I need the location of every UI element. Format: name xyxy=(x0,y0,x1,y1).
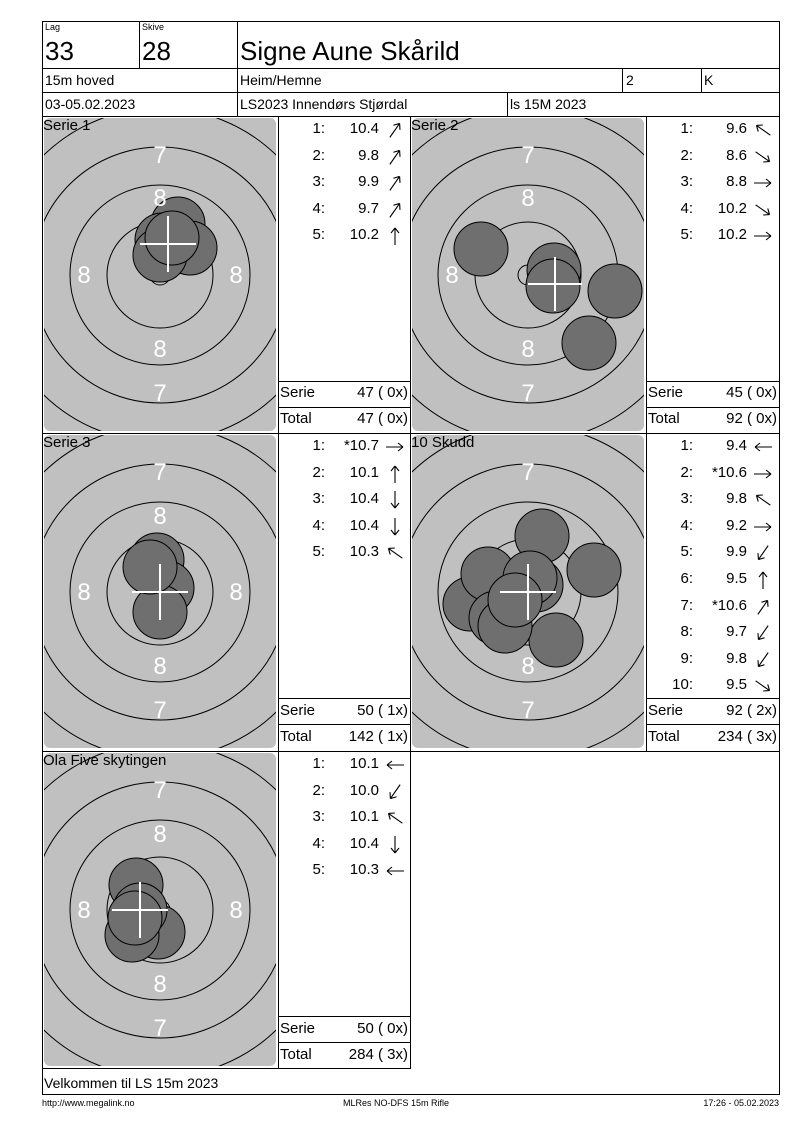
total-row xyxy=(278,1046,410,1068)
direction-arrow-icon xyxy=(383,465,407,483)
shot-list-serie-1 xyxy=(279,118,410,380)
shot-row xyxy=(279,861,410,881)
shot-number: 5: xyxy=(312,861,325,879)
ring-number: 7 xyxy=(153,777,167,804)
total-value: 92 ( 0x) xyxy=(726,410,777,427)
shot-number: 4: xyxy=(312,199,325,217)
shot-row xyxy=(647,517,779,537)
total-row xyxy=(646,728,779,750)
ring-number: 8 xyxy=(229,897,243,924)
shot-number: 4: xyxy=(312,516,325,534)
shot-number: 2: xyxy=(680,463,693,481)
direction-arrow-icon xyxy=(383,862,407,880)
shot-score: 9.6 xyxy=(726,120,747,137)
shot-score: 9.7 xyxy=(358,199,379,217)
direction-arrow-icon xyxy=(751,438,775,456)
ring-number: 8 xyxy=(77,262,91,289)
serie-value: 92 ( 2x) xyxy=(726,702,777,719)
shot-hole xyxy=(488,573,542,627)
direction-arrow-icon xyxy=(751,598,775,616)
ring-number: 7 xyxy=(153,380,167,407)
shot-number: 10: xyxy=(672,676,693,694)
shot-score: 10.4 xyxy=(349,120,379,137)
shot-number: 1: xyxy=(312,755,325,772)
ring-number: 8 xyxy=(521,653,535,680)
shot-score: 10.0 xyxy=(349,781,379,799)
shot-list-10-skudd xyxy=(647,435,779,697)
shot-score: 9.8 xyxy=(726,490,747,508)
serie-label: Serie xyxy=(280,702,316,719)
shot-row xyxy=(647,120,779,140)
shot-hole xyxy=(562,316,616,370)
ring-number: 7 xyxy=(153,697,167,724)
ring-number: 8 xyxy=(521,336,535,363)
ring-number: 8 xyxy=(521,185,535,212)
shot-list-serie-2 xyxy=(647,118,779,380)
direction-arrow-icon xyxy=(751,624,775,642)
skive-value: 28 xyxy=(142,36,171,66)
direction-arrow-icon xyxy=(751,491,775,509)
serie-value: 50 ( 1x) xyxy=(357,702,408,719)
serie-label: Serie xyxy=(648,702,684,719)
competition-label: ls 15M 2023 xyxy=(510,96,587,112)
direction-arrow-icon xyxy=(751,544,775,562)
shot-score: 9.4 xyxy=(726,437,747,454)
total-value: 47 ( 0x) xyxy=(357,410,408,427)
total-row xyxy=(646,410,779,432)
shot-number: 8: xyxy=(680,623,693,641)
shot-hole xyxy=(588,264,642,318)
shot-hole xyxy=(526,259,580,313)
shot-score: 10.2 xyxy=(717,226,747,244)
ring-number: 7 xyxy=(153,459,167,486)
shot-score: *10.6 xyxy=(711,596,747,614)
direction-arrow-icon xyxy=(383,809,407,827)
shot-row xyxy=(279,173,410,193)
shot-row xyxy=(279,464,410,484)
direction-arrow-icon xyxy=(383,491,407,509)
shot-hole xyxy=(567,543,621,597)
klasse-code: K xyxy=(704,72,714,88)
ring-number: 8 xyxy=(153,971,167,998)
direction-arrow-icon xyxy=(383,438,407,456)
klasse-number: 2 xyxy=(626,72,634,88)
shot-score: 10.2 xyxy=(717,199,747,217)
serie-label: Serie xyxy=(280,384,316,401)
serie-row xyxy=(278,384,410,406)
shot-row xyxy=(279,490,410,510)
lag-value: 33 xyxy=(45,36,74,66)
ring-number: 8 xyxy=(153,185,167,212)
ring-number: 8 xyxy=(229,579,243,606)
skive-label: Skive xyxy=(142,22,165,32)
shot-hole xyxy=(454,222,508,276)
ring-number: 8 xyxy=(153,653,167,680)
shot-row xyxy=(647,437,779,457)
class-label: 15m hoved xyxy=(45,72,115,88)
direction-arrow-icon xyxy=(383,783,407,801)
direction-arrow-icon xyxy=(383,756,407,774)
serie-value: 47 ( 0x) xyxy=(357,384,408,401)
shot-score: 8.8 xyxy=(726,173,747,191)
shot-number: 4: xyxy=(680,199,693,217)
shot-score: 8.6 xyxy=(726,146,747,164)
panel-title-ola-five: Ola Five skytingen xyxy=(43,752,167,769)
panel-title-10-skudd: 10 Skudd xyxy=(411,434,475,451)
lag-label: Lag xyxy=(45,22,61,32)
shot-row xyxy=(647,226,779,246)
total-row xyxy=(278,410,410,432)
shot-row xyxy=(279,120,410,140)
welcome-text: Velkommen til LS 15m 2023 xyxy=(44,1075,219,1091)
shot-hole xyxy=(123,540,177,594)
total-label: Total xyxy=(280,1046,312,1063)
shot-row xyxy=(647,543,779,563)
direction-arrow-icon xyxy=(383,518,407,536)
shot-number: 7: xyxy=(680,596,693,614)
event-label: LS2023 Innendørs Stjørdal xyxy=(240,96,408,112)
ring-number: 7 xyxy=(521,142,535,169)
total-label: Total xyxy=(280,728,312,745)
shot-score: 9.7 xyxy=(726,623,747,641)
ring-number: 8 xyxy=(77,579,91,606)
ring-number: 7 xyxy=(521,380,535,407)
direction-arrow-icon xyxy=(751,227,775,245)
shot-row xyxy=(279,808,410,828)
shot-score: 10.4 xyxy=(349,834,379,852)
footer-timestamp: 17:26 - 05.02.2023 xyxy=(703,1098,779,1108)
shot-score: 10.3 xyxy=(349,861,379,879)
shot-score: 9.5 xyxy=(726,676,747,694)
shot-row xyxy=(279,835,410,855)
shot-number: 2: xyxy=(680,146,693,164)
shot-row xyxy=(647,464,779,484)
serie-row xyxy=(278,1020,410,1042)
club-label: Heim/Hemne xyxy=(240,72,322,88)
ring-number: 8 xyxy=(153,336,167,363)
direction-arrow-icon xyxy=(751,174,775,192)
shot-score: 10.2 xyxy=(349,226,379,244)
direction-arrow-icon xyxy=(751,148,775,166)
shot-row xyxy=(279,437,410,457)
shot-row xyxy=(279,543,410,563)
shot-score: 10.4 xyxy=(349,490,379,508)
serie-row xyxy=(646,384,779,406)
ring-number: 7 xyxy=(521,697,535,724)
shot-row xyxy=(647,147,779,167)
shot-score: 9.9 xyxy=(726,543,747,561)
ring-number: 7 xyxy=(153,1015,167,1042)
total-value: 234 ( 3x) xyxy=(717,728,777,745)
shot-score: *10.7 xyxy=(343,437,379,454)
shot-score: 9.9 xyxy=(358,173,379,191)
direction-arrow-icon xyxy=(383,201,407,219)
panel-title-serie-3: Serie 3 xyxy=(43,434,91,451)
direction-arrow-icon xyxy=(751,465,775,483)
shot-row xyxy=(279,782,410,802)
direction-arrow-icon xyxy=(751,571,775,589)
direction-arrow-icon xyxy=(383,227,407,245)
shot-score: 10.1 xyxy=(349,463,379,481)
shot-number: 1: xyxy=(312,437,325,454)
shot-row xyxy=(647,623,779,643)
shot-row xyxy=(279,517,410,537)
shot-score: 10.1 xyxy=(349,755,379,772)
ring-number: 8 xyxy=(153,503,167,530)
shot-number: 5: xyxy=(312,226,325,244)
shot-number: 5: xyxy=(312,543,325,561)
shot-score: 9.2 xyxy=(726,516,747,534)
shot-number: 2: xyxy=(312,146,325,164)
serie-value: 45 ( 0x) xyxy=(726,384,777,401)
shot-row xyxy=(279,226,410,246)
serie-row xyxy=(646,702,779,724)
ring-number: 7 xyxy=(153,142,167,169)
shot-score: 9.8 xyxy=(726,649,747,667)
total-label: Total xyxy=(648,410,680,427)
footer-software: MLRes NO-DFS 15m Rifle xyxy=(343,1098,450,1108)
total-label: Total xyxy=(648,728,680,745)
footer-url[interactable]: http://www.megalink.no xyxy=(42,1098,135,1108)
shot-score: 10.1 xyxy=(349,808,379,826)
shot-list-ola-five xyxy=(279,753,410,1015)
shot-row xyxy=(647,570,779,590)
shot-hole xyxy=(145,211,199,265)
shot-number: 1: xyxy=(680,437,693,454)
ring-number: 8 xyxy=(153,821,167,848)
direction-arrow-icon xyxy=(751,651,775,669)
total-row xyxy=(278,728,410,750)
ring-number: 8 xyxy=(77,897,91,924)
shot-number: 2: xyxy=(312,463,325,481)
direction-arrow-icon xyxy=(751,518,775,536)
shot-hole xyxy=(108,891,162,945)
shot-row xyxy=(647,676,779,696)
direction-arrow-icon xyxy=(751,201,775,219)
panel-title-serie-2: Serie 2 xyxy=(411,117,459,134)
shot-row xyxy=(279,755,410,775)
direction-arrow-icon xyxy=(751,677,775,695)
shot-row xyxy=(647,173,779,193)
serie-label: Serie xyxy=(648,384,684,401)
serie-label: Serie xyxy=(280,1020,316,1037)
shot-row xyxy=(279,147,410,167)
shot-row xyxy=(647,490,779,510)
shot-score: 10.3 xyxy=(349,543,379,561)
shot-row xyxy=(647,650,779,670)
direction-arrow-icon xyxy=(383,544,407,562)
serie-value: 50 ( 0x) xyxy=(357,1020,408,1037)
panel-title-serie-1: Serie 1 xyxy=(43,117,91,134)
direction-arrow-icon xyxy=(383,121,407,139)
direction-arrow-icon xyxy=(751,121,775,139)
shooter-name: Signe Aune Skårild xyxy=(240,36,460,66)
shot-number: 1: xyxy=(312,120,325,137)
shot-list-serie-3 xyxy=(279,435,410,697)
shot-score: 9.5 xyxy=(726,570,747,587)
shot-score: *10.6 xyxy=(711,463,747,481)
shot-row xyxy=(647,597,779,617)
serie-row xyxy=(278,702,410,724)
total-value: 142 ( 1x) xyxy=(348,728,408,745)
shot-score: 10.4 xyxy=(349,516,379,534)
date-label: 03-05.02.2023 xyxy=(45,96,136,112)
shot-hole xyxy=(529,613,583,667)
ring-number: 8 xyxy=(445,262,459,289)
shot-number: 4: xyxy=(680,516,693,534)
direction-arrow-icon xyxy=(383,836,407,854)
direction-arrow-icon xyxy=(383,148,407,166)
shot-number: 6: xyxy=(680,570,693,587)
shot-number: 3: xyxy=(680,173,693,191)
shot-number: 2: xyxy=(312,781,325,799)
shot-number: 5: xyxy=(680,543,693,561)
shot-number: 5: xyxy=(680,226,693,244)
shot-number: 3: xyxy=(312,173,325,191)
shot-number: 1: xyxy=(680,120,693,137)
ring-number: 8 xyxy=(229,262,243,289)
direction-arrow-icon xyxy=(383,174,407,192)
shot-number: 3: xyxy=(680,490,693,508)
shot-number: 4: xyxy=(312,834,325,852)
shot-number: 3: xyxy=(312,490,325,508)
total-label: Total xyxy=(280,410,312,427)
shot-number: 9: xyxy=(680,649,693,667)
shot-row xyxy=(279,200,410,220)
shot-number: 3: xyxy=(312,808,325,826)
shot-score: 9.8 xyxy=(358,146,379,164)
total-value: 284 ( 3x) xyxy=(348,1046,408,1063)
ring-number: 7 xyxy=(521,459,535,486)
shot-row xyxy=(647,200,779,220)
